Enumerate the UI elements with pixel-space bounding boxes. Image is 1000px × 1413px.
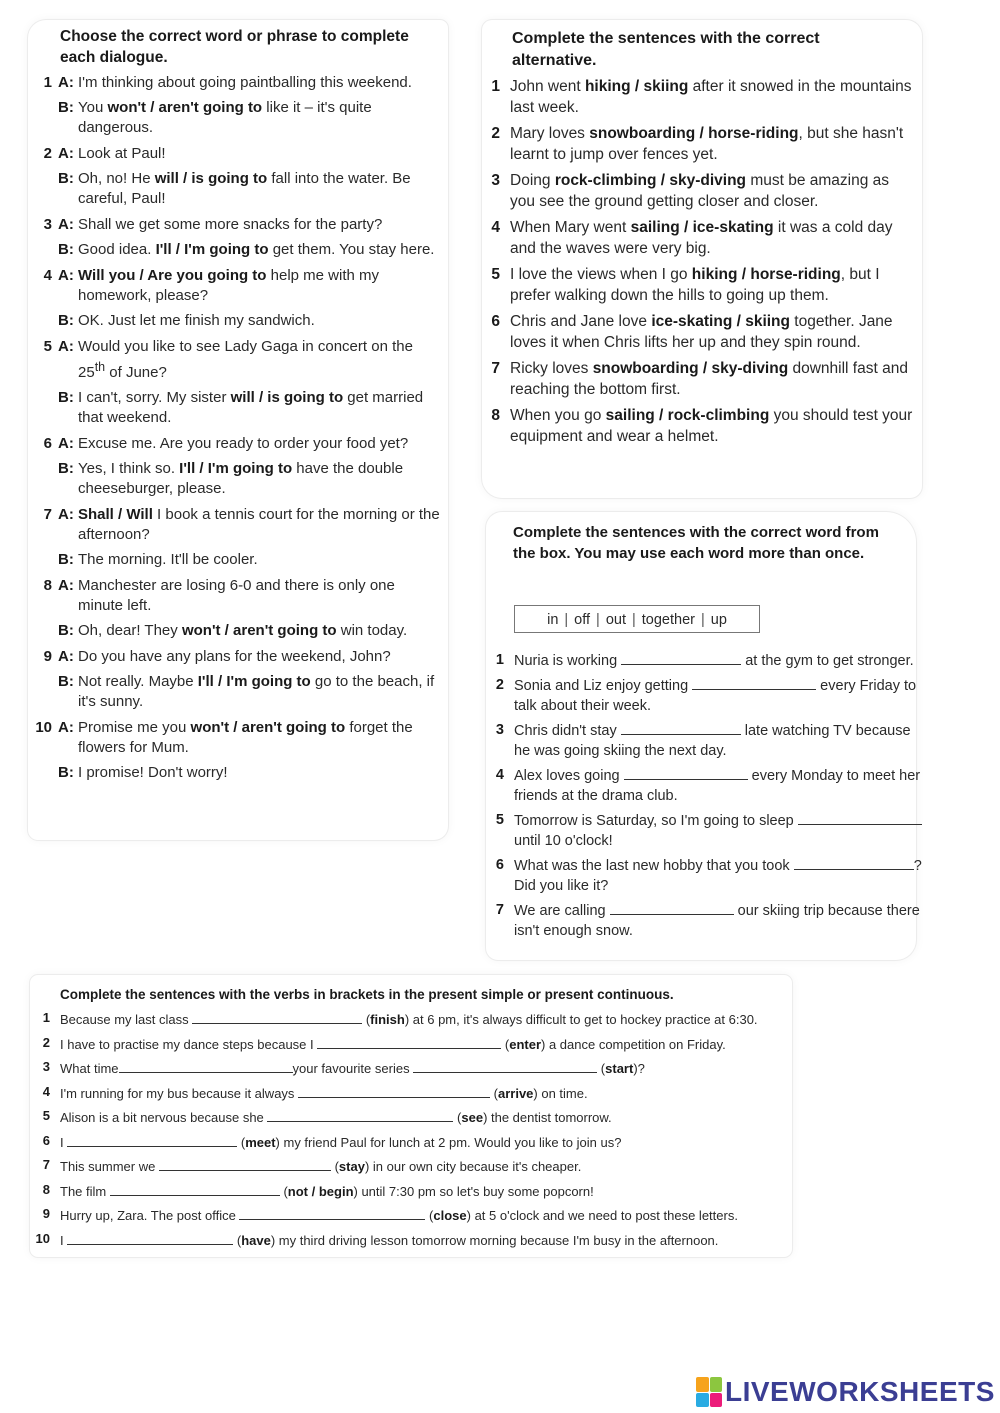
speaker-a: A:	[58, 506, 74, 523]
dialogue-line-a	[30, 266, 442, 306]
answer-blank[interactable]	[794, 855, 914, 870]
word-separator: |	[564, 612, 569, 628]
verb-item	[34, 1107, 804, 1126]
word-option: off	[574, 612, 591, 628]
word-item	[494, 810, 924, 851]
logo-square	[710, 1393, 723, 1408]
word-item	[494, 765, 924, 806]
dialogue-text: Do you have any plans for the weekend, John?	[78, 648, 391, 665]
verb-item-text: I (have) my third driving lesson tomorrow morning because I'm busy in the afternoon.	[34, 1230, 804, 1249]
dialogue-text: The morning. It'll be cooler.	[78, 551, 258, 568]
item-number: 7	[42, 1157, 50, 1172]
verb-item-text: I have to practise my dance steps because I (enter) a dance competition on Friday.	[34, 1034, 804, 1053]
alternative-item	[488, 264, 918, 306]
word-item-text: Tomorrow is Saturday, so I'm going to sleep until 10 o'clock!	[494, 810, 924, 851]
verb-item	[34, 1058, 804, 1077]
speaker-a: A:	[58, 577, 74, 594]
dialogue-line-a	[30, 576, 442, 616]
alternative-heading: Complete the sentences with the correct alternative.	[512, 30, 820, 69]
alternative-text: Ricky loves snowboarding / sky-diving downhill fast and reaching the bottom first.	[510, 360, 908, 398]
dialogue-line-b	[30, 621, 442, 641]
word-box-list	[494, 650, 924, 945]
verb-item-text: I'm running for my bus because it always (arrive) on time.	[34, 1083, 804, 1102]
dialogue-line-a	[30, 505, 442, 545]
item-number: 1	[491, 78, 500, 95]
item-number: 10	[35, 1230, 50, 1246]
item-number: 9	[43, 648, 52, 665]
dialogue-line-a	[30, 144, 442, 164]
speaker-a: A:	[58, 267, 74, 284]
speaker-b: B:	[58, 673, 74, 690]
speaker-b: B:	[58, 622, 74, 639]
alternative-item	[488, 217, 918, 259]
answer-blank[interactable]	[317, 1034, 501, 1049]
word-option: together	[641, 612, 695, 628]
word-box-heading: Complete the sentences with the correct word from the box. You may use each word more than once.	[513, 524, 879, 562]
item-number: 8	[43, 577, 52, 594]
verb-item	[34, 1156, 804, 1175]
speaker-a: A:	[58, 648, 74, 665]
answer-blank[interactable]	[298, 1083, 490, 1098]
dialogue-line-b	[30, 240, 442, 260]
verb-item-text: Because my last class (finish) at 6 pm, it's always difficult to get to hockey practice at 6:30.	[34, 1009, 804, 1028]
alternative-item	[488, 76, 918, 118]
word-item	[494, 720, 924, 761]
answer-blank[interactable]	[798, 810, 922, 825]
dialogue-text: I'm thinking about going paintballing this weekend.	[78, 74, 412, 91]
answer-blank[interactable]	[624, 765, 748, 780]
word-separator: |	[700, 612, 705, 628]
verb-item	[34, 1083, 804, 1102]
item-number: 9	[42, 1206, 50, 1221]
answer-blank[interactable]	[67, 1230, 233, 1245]
dialogue-text: I can't, sorry. My sister will / is going to get married that weekend.	[78, 389, 424, 426]
speaker-a: A:	[58, 338, 74, 355]
alternative-item	[488, 405, 918, 447]
item-number: 10	[35, 719, 52, 736]
dialogue-text: Manchester are losing 6-0 and there is only one minute left.	[78, 577, 395, 614]
dialogue-line-a	[30, 73, 442, 93]
speaker-a: A:	[58, 435, 74, 452]
word-item	[494, 675, 924, 716]
dialogue-text: Look at Paul!	[78, 145, 166, 162]
word-separator: |	[631, 612, 636, 628]
dialogue-line-a	[30, 337, 442, 383]
answer-blank[interactable]	[110, 1181, 280, 1196]
word-item	[494, 650, 924, 671]
alternative-text: John went hiking / skiing after it snowed in the mountains last week.	[510, 78, 912, 116]
item-number: 4	[491, 219, 500, 236]
dialogue-line-b	[30, 311, 442, 331]
item-number: 6	[491, 313, 500, 330]
dialogue-text: Oh, dear! They won't / aren't going to win today.	[78, 622, 408, 639]
item-number: 4	[43, 267, 52, 284]
logo-square	[696, 1377, 709, 1392]
verb-item	[34, 1034, 804, 1053]
logo-text: LIVEWORKSHEETS	[725, 1376, 995, 1407]
dialogue-text: OK. Just let me finish my sandwich.	[78, 312, 315, 329]
logo-square	[710, 1377, 723, 1392]
speaker-b: B:	[58, 389, 74, 406]
item-number: 2	[495, 677, 504, 693]
logo-icon	[696, 1377, 722, 1407]
dialogue-line-b	[30, 459, 442, 499]
verb-item	[34, 1205, 804, 1224]
dialogue-text: Shall / Will I book a tennis court for the morning or the afternoon?	[78, 506, 440, 543]
speaker-b: B:	[58, 312, 74, 329]
word-item-text: Chris didn't stay late watching TV because he was going skiing the next day.	[494, 720, 924, 761]
answer-blank[interactable]	[119, 1058, 293, 1073]
verb-item	[34, 1181, 804, 1200]
liveworksheets-logo[interactable]	[696, 1374, 995, 1410]
dialogue-line-b	[30, 388, 442, 428]
dialogue-text: You won't / aren't going to like it – it's quite dangerous.	[78, 99, 372, 136]
item-number: 8	[491, 407, 500, 424]
item-number: 4	[42, 1083, 50, 1099]
item-number: 6	[495, 857, 504, 873]
word-separator: |	[596, 612, 600, 628]
speaker-b: B:	[58, 241, 74, 258]
speaker-b: B:	[58, 99, 74, 116]
alternative-text: Doing rock-climbing / sky-diving must be amazing as you see the ground getting closer and closer.	[510, 172, 890, 210]
word-option: in	[547, 612, 559, 628]
verb-item	[34, 1009, 804, 1028]
verb-item-text: Alison is a bit nervous because she (see) the dentist tomorrow.	[34, 1107, 804, 1126]
item-number: 2	[491, 125, 500, 142]
answer-blank[interactable]	[621, 650, 741, 665]
item-number: 8	[42, 1181, 50, 1197]
dialogue-text: Not really. Maybe I'll / I'm going to go to the beach, if it's sunny.	[78, 673, 435, 710]
speaker-b: B:	[58, 764, 74, 781]
dialogue-text: Promise me you won't / aren't going to forget the flowers for Mum.	[78, 719, 413, 756]
word-box	[514, 605, 760, 633]
item-number: 7	[43, 506, 52, 523]
alternative-item	[488, 170, 918, 212]
speaker-a: A:	[58, 145, 74, 162]
speaker-a: A:	[58, 74, 74, 91]
dialogue-text: Good idea. I'll / I'm going to get them. You stay here.	[78, 241, 435, 258]
item-number: 5	[495, 812, 504, 828]
dialogue-line-b	[30, 98, 442, 138]
dialogue-line-a	[30, 434, 442, 454]
item-number: 3	[42, 1059, 50, 1074]
item-number: 5	[43, 338, 52, 355]
item-number: 3	[43, 216, 52, 233]
item-number: 4	[495, 767, 504, 783]
dialogue-line-a	[30, 718, 442, 758]
word-item-text: Sonia and Liz enjoy getting every Friday to talk about their week.	[494, 675, 924, 716]
item-number: 7	[491, 360, 500, 377]
alternative-text: Chris and Jane love ice-skating / skiing together. Jane loves it when Chris lifts her up and they spin round.	[510, 313, 893, 351]
word-item	[494, 900, 924, 941]
word-item-text: What was the last new hobby that you took ? Did you like it?	[494, 855, 924, 896]
verb-item-text: This summer we (stay) in our own city because it's cheaper.	[34, 1156, 804, 1175]
dialogue-line-a	[30, 215, 442, 235]
dialogue-text: Oh, no! He will / is going to fall into the water. Be careful, Paul!	[78, 170, 411, 207]
speaker-a: A:	[58, 216, 74, 233]
verbs-list	[34, 1009, 804, 1254]
item-number: 1	[495, 652, 504, 668]
alternative-text: When you go sailing / rock-climbing you should test your equipment and wear a helmet.	[510, 407, 913, 445]
verb-item	[34, 1132, 804, 1151]
item-number: 1	[42, 1010, 50, 1025]
item-number: 3	[495, 722, 504, 738]
dialogue-line-b	[30, 169, 442, 209]
word-item-text: We are calling our skiing trip because there isn't enough snow.	[494, 900, 924, 941]
dialogue-text: Shall we get some more snacks for the party?	[78, 216, 383, 233]
answer-blank[interactable]	[239, 1205, 425, 1220]
item-number: 3	[491, 172, 500, 189]
dialogue-line-b	[30, 672, 442, 712]
alternative-item	[488, 311, 918, 353]
item-number: 2	[42, 1034, 50, 1050]
word-item-text: Nuria is working at the gym to get stronger.	[494, 650, 924, 671]
item-number: 5	[42, 1108, 50, 1123]
item-number: 1	[43, 74, 52, 91]
dialogue-heading: Choose the correct word or phrase to complete each dialogue.	[60, 28, 409, 66]
answer-blank[interactable]	[267, 1107, 453, 1122]
speaker-a: A:	[58, 719, 74, 736]
dialogue-text: Excuse me. Are you ready to order your food yet?	[78, 435, 409, 452]
alternative-item	[488, 358, 918, 400]
dialogue-line-a	[30, 647, 442, 667]
dialogue-text: Will you / Are you going to help me with my homework, please?	[78, 267, 380, 304]
word-item	[494, 855, 924, 896]
answer-blank[interactable]	[610, 900, 734, 915]
alternative-item	[488, 123, 918, 165]
speaker-b: B:	[58, 170, 74, 187]
verb-item	[34, 1230, 804, 1249]
answer-blank[interactable]	[159, 1156, 331, 1171]
verb-item-text: What time your favourite series (start)?	[34, 1058, 804, 1077]
answer-blank[interactable]	[692, 675, 816, 690]
speaker-b: B:	[58, 551, 74, 568]
verbs-heading: Complete the sentences with the verbs in brackets in the present simple or present continuous.	[60, 987, 674, 1002]
verb-item-text: Hurry up, Zara. The post office (close) at 5 o'clock and we need to post these letters.	[34, 1205, 804, 1224]
verb-item-text: The film (not / begin) until 7:30 pm so let's buy some popcorn!	[34, 1181, 804, 1200]
alternative-text: Mary loves snowboarding / horse-riding, but she hasn't learnt to jump over fences yet.	[510, 125, 904, 163]
dialogue-text: Yes, I think so. I'll / I'm going to have the double cheeseburger, please.	[78, 460, 404, 497]
dialogue-text: Would you like to see Lady Gaga in concert on the 25th of June?	[78, 338, 413, 381]
logo-square	[696, 1393, 709, 1408]
dialogue-list	[30, 68, 442, 783]
alternative-text: When Mary went sailing / ice-skating it was a cold day and the waves were very big.	[510, 219, 893, 257]
dialogue-text: I promise! Don't worry!	[78, 764, 228, 781]
item-number: 6	[42, 1132, 50, 1148]
answer-blank[interactable]	[621, 720, 741, 735]
dialogue-line-b	[30, 763, 442, 783]
item-number: 7	[495, 902, 504, 918]
word-option: out	[605, 612, 626, 628]
answer-blank[interactable]	[192, 1009, 362, 1024]
word-item-text: Alex loves going every Monday to meet her friends at the drama club.	[494, 765, 924, 806]
speaker-b: B:	[58, 460, 74, 477]
verb-item-text: I (meet) my friend Paul for lunch at 2 pm. Would you like to join us?	[34, 1132, 804, 1151]
dialogue-line-b	[30, 550, 442, 570]
word-option: up	[710, 612, 727, 628]
item-number: 5	[491, 266, 500, 283]
alternative-text: I love the views when I go hiking / horse-riding, but I prefer walking down the hills to going up them.	[510, 266, 880, 304]
answer-blank[interactable]	[67, 1132, 237, 1147]
alternative-list	[488, 76, 918, 452]
item-number: 2	[43, 145, 52, 162]
item-number: 6	[43, 435, 52, 452]
answer-blank[interactable]	[413, 1058, 597, 1073]
